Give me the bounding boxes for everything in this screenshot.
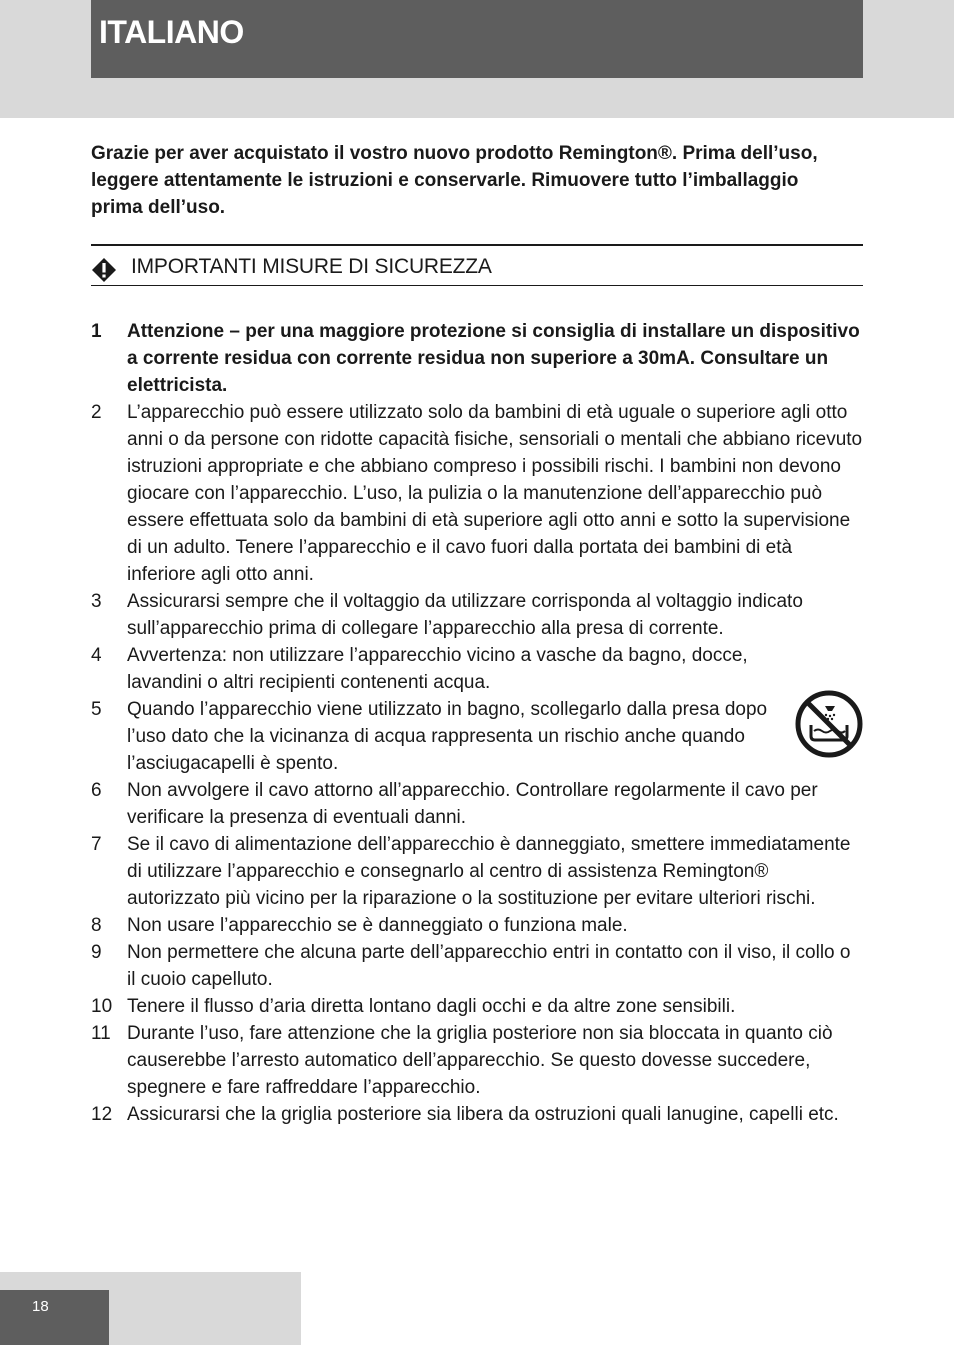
list-item	[91, 318, 863, 399]
item-text: Attenzione – per una maggiore protezione si consiglia di installare un dispositivo a corrente residua con corrente residua non superiore a 30mA. Consultare un elettricista.	[127, 321, 860, 396]
intro-paragraph: Grazie per aver acquistato il vostro nuovo prodotto Remington®. Prima dell’uso, leggere attentamente le istruzioni e conservarle. Rimuovere tutto l’imballaggio prima dell’uso.	[91, 143, 818, 218]
item-number: 9	[91, 942, 102, 963]
item-text: Non permettere che alcuna parte dell’apparecchio entri in contatto con il viso, il collo o il cuoio capelluto.	[127, 942, 851, 990]
list-item	[91, 777, 863, 831]
item-text: Quando l’apparecchio viene utilizzato in bagno, scollegarlo dalla presa dopo l’uso dato che la vicinanza di acqua rappresenta un rischio anche quando l’asciugacapelli è spento.	[127, 699, 768, 774]
list-item	[91, 939, 863, 993]
page-number-box	[0, 1290, 109, 1345]
item-number: 5	[91, 699, 102, 720]
no-bathtub-icon	[795, 690, 863, 758]
item-number: 7	[91, 834, 102, 855]
list-item	[91, 642, 863, 696]
item-text: Assicurarsi che la griglia posteriore sia libera da ostruzioni quali lanugine, capelli etc.	[127, 1104, 839, 1125]
item-number: 4	[91, 645, 102, 666]
page-title: ITALIANO	[99, 14, 244, 50]
item-text: Tenere il flusso d’aria diretta lontano dagli occhi e da altre zone sensibili.	[127, 996, 736, 1017]
list-item	[91, 588, 863, 642]
list-item	[91, 831, 863, 912]
page-number: 18	[32, 1298, 49, 1315]
list-item	[91, 1101, 863, 1128]
section-title: IMPORTANTI MISURE DI SICUREZZA	[131, 255, 492, 278]
item-number: 3	[91, 591, 102, 612]
item-text: L’apparecchio può essere utilizzato solo da bambini di età uguale o superiore agli otto anni o da persone con ridotte capacità fisiche, sensoriali o mentali che abbiano ricevuto istruzioni appropriate e che abbiano compreso i possibili rischi. I bambini non devono giocare con l’apparecchio. L’uso, la pulizia o la manutenzione dell’apparecchio può essere effettuata solo da bambini di età superiore agli otto anni e sotto la supervisione di un adulto. Tenere l’apparecchio e il cavo fuori dalla portata dei bambini di età inferiore agli otto anni.	[127, 402, 863, 585]
list-item	[91, 696, 863, 777]
item-number: 2	[91, 402, 102, 423]
item-number: 10	[91, 996, 113, 1017]
item-text: Avvertenza: non utilizzare l’apparecchio vicino a vasche da bagno, docce, lavandini o altri recipienti contenenti acqua.	[127, 645, 748, 693]
list-item	[91, 993, 863, 1020]
section-header	[91, 244, 863, 286]
item-text: Non usare l’apparecchio se è danneggiato o funziona male.	[127, 915, 628, 936]
item-number: 8	[91, 915, 102, 936]
item-number: 12	[91, 1104, 113, 1125]
list-item	[91, 912, 863, 939]
item-text: Se il cavo di alimentazione dell’apparecchio è danneggiato, smettere immediatamente di utilizzare l’apparecchio e consegnarlo al centro di assistenza Remington® autorizzato più vicino per la riparazione o la sostituzione per evitare ulteriori rischi.	[127, 834, 851, 909]
warning-icon	[91, 257, 117, 283]
safety-list	[91, 318, 863, 1128]
item-text: Assicurarsi sempre che il voltaggio da utilizzare corrisponda al voltaggio indicato sull’apparecchio prima di collegare l’apparecchio alla presa di corrente.	[127, 591, 803, 639]
list-item	[91, 399, 863, 588]
title-bar	[91, 0, 863, 78]
list-item	[91, 1020, 863, 1101]
item-number: 1	[91, 321, 102, 342]
item-text: Durante l’uso, fare attenzione che la griglia posteriore non sia bloccata in quanto ciò causerebbe l’arresto automatico dell’apparecchio. Se questo dovesse succedere, spegnere e fare raffreddare l’apparecchio.	[127, 1023, 833, 1098]
item-number: 6	[91, 780, 102, 801]
item-text: Non avvolgere il cavo attorno all’apparecchio. Controllare regolarmente il cavo per verificare la presenza di eventuali danni.	[127, 780, 818, 828]
item-number: 11	[91, 1023, 111, 1044]
